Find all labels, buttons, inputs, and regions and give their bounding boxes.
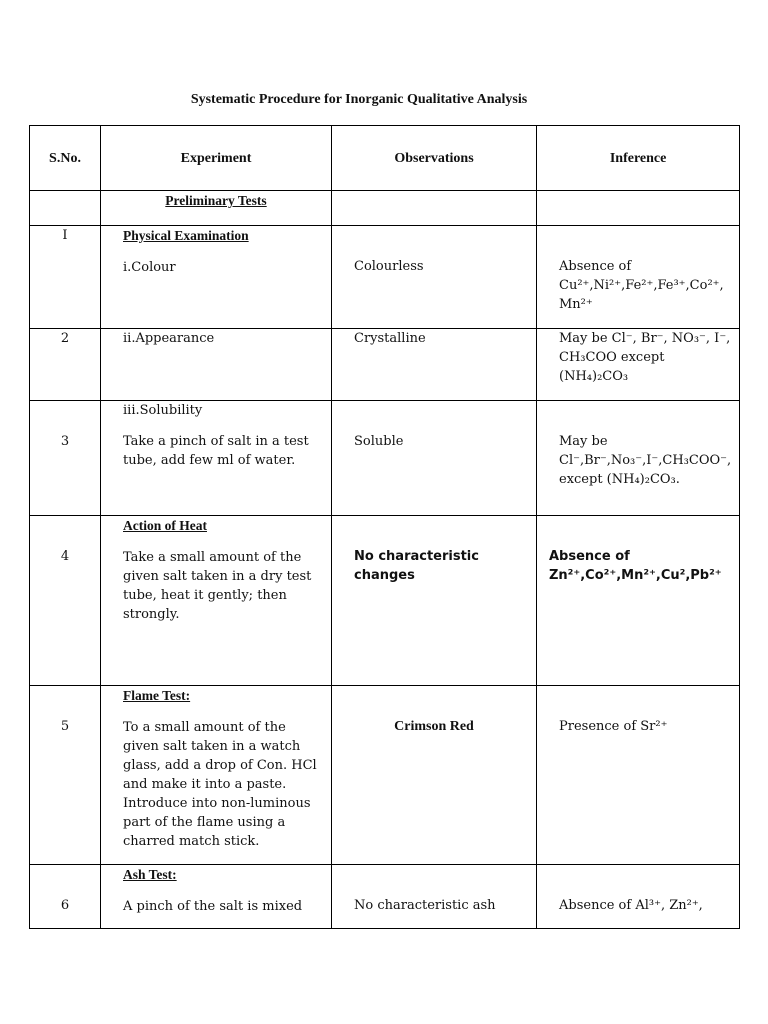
table-row (30, 329, 740, 401)
row-inference-line-3: (NH₄)₂CO₃ (559, 369, 629, 384)
row-sno: I (30, 226, 101, 329)
table-row (30, 226, 740, 329)
row-sno: 4 (30, 516, 101, 686)
row-inference: Absence of Al³⁺, Zn²⁺, (559, 898, 703, 913)
row-observation: No characteristic changes (354, 549, 479, 583)
row-inference-ions-2: Mn²⁺ (559, 297, 593, 312)
analysis-table (29, 125, 740, 929)
row-experiment: Take a pinch of salt in a test tube, add few ml of water. (123, 434, 309, 468)
document-title: Systematic Procedure for Inorganic Qualitative Analysis (190, 92, 528, 107)
row-inference-line-2: Cl⁻,Br⁻,No₃⁻,I⁻,CH₃COO⁻, (559, 453, 732, 468)
table-row (30, 516, 740, 686)
row-experiment: ii.Appearance (123, 331, 215, 346)
row-heading: Physical Examination (123, 228, 249, 243)
header-experiment: Experiment (101, 126, 332, 191)
row-inference-line-1: May be (559, 434, 608, 449)
table-row (30, 401, 740, 516)
table-row (30, 686, 740, 865)
header-sno: S.No. (30, 126, 101, 191)
row-experiment: i.Colour (123, 260, 176, 275)
section-row-preliminary (30, 191, 740, 226)
row-experiment: Take a small amount of the given salt taken in a dry test tube, heat it gently; then strongly. (123, 550, 312, 622)
row-experiment: To a small amount of the given salt taken in a watch glass, add a drop of Con. HCl and make it into a paste. Introduce into non-luminous part of the flame using a charred match stick. (123, 720, 317, 849)
row-observation: Crystalline (354, 331, 426, 346)
header-row (30, 126, 740, 191)
row-inference-label: Absence of (549, 549, 630, 564)
row-inference-line-1: May be Cl⁻, Br⁻, NO₃⁻, I⁻, (559, 331, 731, 346)
row-inference-ions: Cu²⁺,Ni²⁺,Fe²⁺,Fe³⁺,Co²⁺, (559, 278, 724, 293)
row-observation: No characteristic ash (354, 898, 496, 913)
row-heading: Ash Test: (123, 867, 177, 882)
row-heading: Flame Test: (123, 688, 191, 703)
row-inference-ions: Zn²⁺,Co²⁺,Mn²⁺,Cu²,Pb²⁺ (549, 568, 722, 583)
row-sno: 3 (30, 401, 101, 516)
row-inference-line-3: except (NH₄)₂CO₃. (559, 472, 680, 487)
row-sno: 5 (30, 686, 101, 865)
row-observation: Crimson Red (394, 719, 474, 734)
header-inference: Inference (537, 126, 740, 191)
row-heading: Action of Heat (123, 518, 207, 533)
row-inference-label: Absence of (559, 259, 632, 274)
row-observation: Colourless (354, 259, 424, 274)
row-inference-line-2: CH₃COO except (559, 350, 665, 365)
header-observations: Observations (332, 126, 537, 191)
table-row (30, 865, 740, 929)
row-observation: Soluble (354, 434, 404, 449)
row-sno: 6 (30, 865, 101, 929)
row-inference: Presence of Sr²⁺ (559, 719, 668, 734)
section-preliminary-tests: Preliminary Tests (165, 193, 267, 208)
row-experiment: A pinch of the salt is mixed (123, 899, 303, 914)
row-subheading: iii.Solubility (123, 403, 203, 418)
row-sno: 2 (30, 329, 101, 401)
